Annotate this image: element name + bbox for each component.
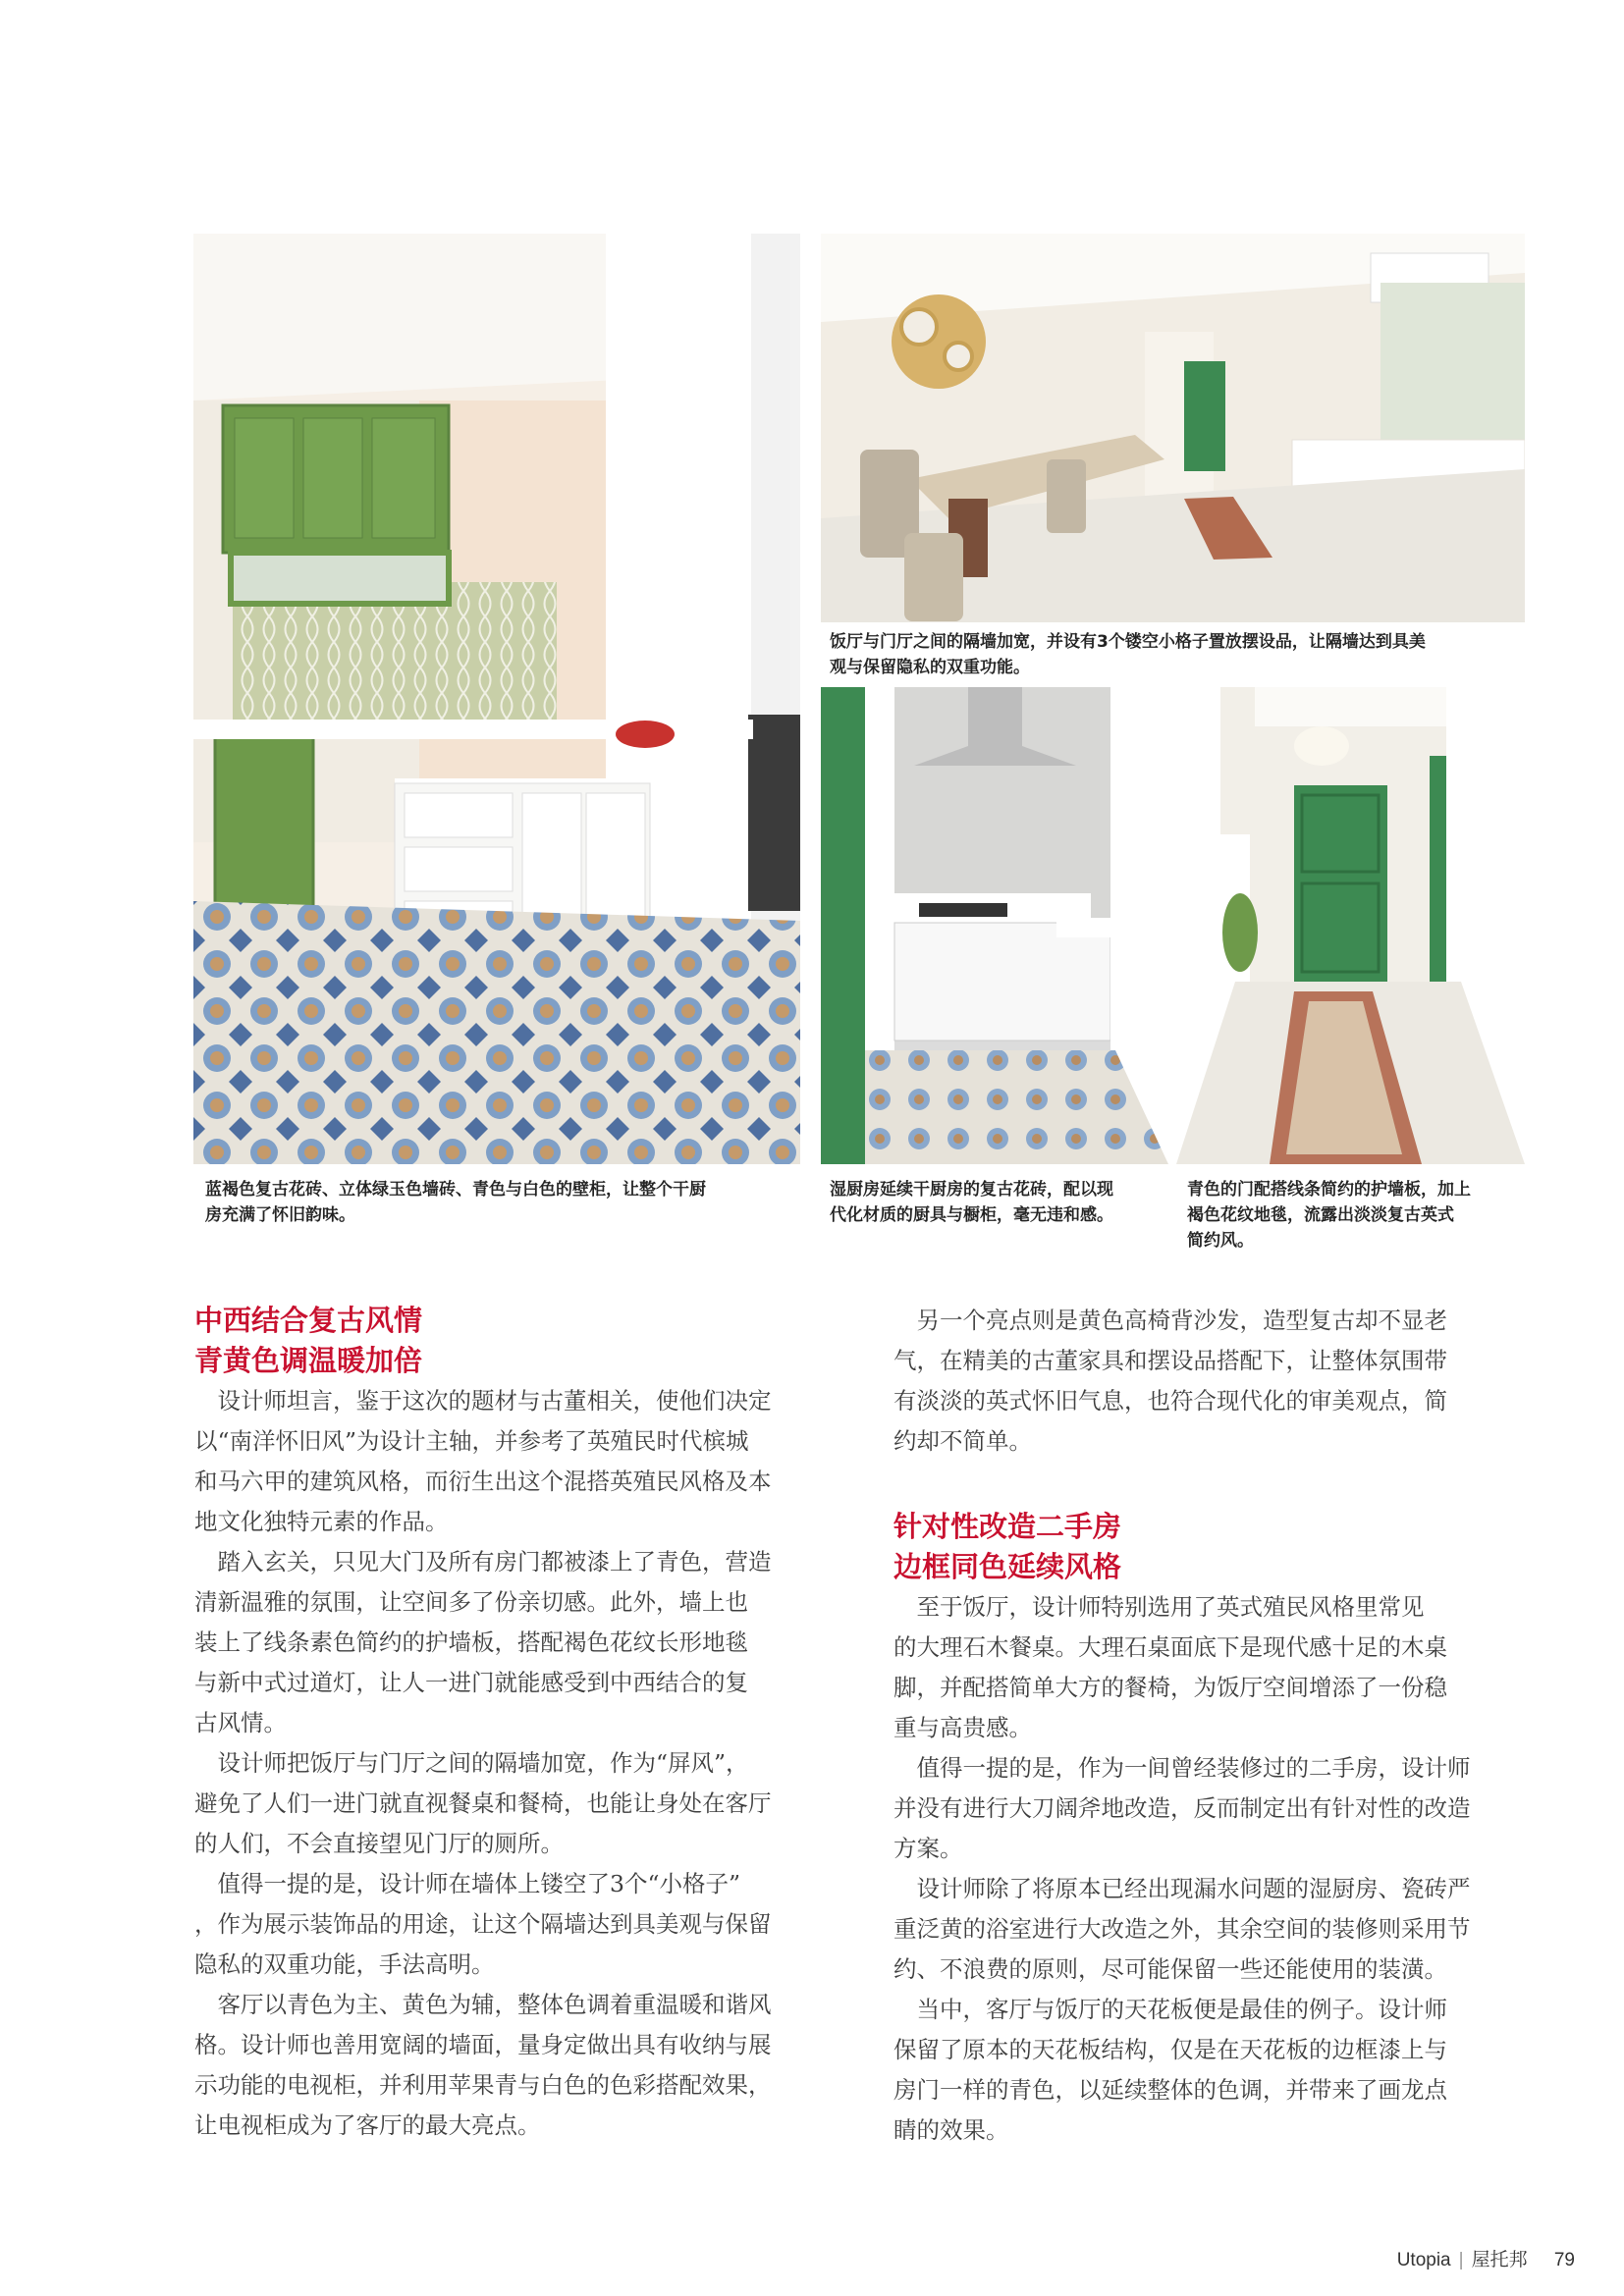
page-number: 79 xyxy=(1553,2250,1575,2270)
text-line: 并没有进行大刀阔斧地改造，反而制定出有针对性的改造 xyxy=(893,1794,1471,1822)
kitchen-caption xyxy=(205,1177,794,1228)
dining-caption xyxy=(830,629,1517,680)
text-line: 约、不浪费的原则，尽可能保留一些还能使用的装潢。 xyxy=(893,1955,1447,1983)
caption-line: 湿厨房延续干厨房的复古花砖，配以现 xyxy=(830,1180,1113,1200)
section-title-line1: 中西结合复古风情 xyxy=(194,1304,423,1337)
text-line: 设计师除了将原本已经出现漏水问题的湿厨房、瓷砖严 xyxy=(893,1875,1471,1902)
magazine-brand: Utopia xyxy=(1396,2250,1451,2270)
section-title-line2: 青黄色调温暖加倍 xyxy=(194,1344,423,1377)
paragraph xyxy=(194,1743,807,1864)
paragraph xyxy=(893,1869,1506,1990)
text-line: 设计师把饭厅与门厅之间的隔墙加宽，作为“屏风”， xyxy=(194,1749,749,1777)
caption-line: 简约风。 xyxy=(1187,1231,1254,1251)
caption-line: 蓝褐色复古花砖、立体绿玉色墙砖、青色与白色的壁柜，让整个干厨 xyxy=(205,1180,706,1200)
text-line: 避免了人们一进门就直视餐桌和餐椅，也能让身处在客厅 xyxy=(194,1789,772,1817)
text-line: 让电视柜成为了客厅的最大亮点。 xyxy=(194,2111,541,2139)
text-line: 和马六甲的建筑风格，而衍生出这个混搭英殖民风格及本 xyxy=(194,1468,772,1495)
text-line: 装上了线条素色简约的护墙板，搭配褐色花纹长形地毯 xyxy=(194,1629,748,1656)
text-line: 保留了原本的天花板结构，仅是在天花板的边框漆上与 xyxy=(893,2036,1447,2063)
text-line: 重与高贵感。 xyxy=(893,1714,1032,1741)
text-line: 重泛黄的浴室进行大改造之外，其余空间的装修则采用节 xyxy=(893,1915,1471,1943)
text-line: 设计师坦言，鉴于这次的题材与古董相关，使他们决定 xyxy=(194,1387,772,1415)
text-line: 地文化独特元素的作品。 xyxy=(194,1508,449,1535)
text-line: 古风情。 xyxy=(194,1709,287,1736)
hallway-photo xyxy=(1176,687,1525,1164)
wet-kitchen-caption xyxy=(830,1177,1168,1228)
caption-line: 观与保留隐私的双重功能。 xyxy=(830,658,1030,677)
text-line: 值得一提的是，作为一间曾经装修过的二手房，设计师 xyxy=(893,1754,1471,1782)
text-line: 脚，并配搭简单大方的餐椅，为饭厅空间增添了一份稳 xyxy=(893,1674,1447,1701)
caption-line: 饭厅与门厅之间的隔墙加宽，并设有3个镂空小格子置放摆设品，让隔墙达到具美 xyxy=(830,632,1426,652)
paragraph xyxy=(194,1864,807,1985)
dining-photo xyxy=(821,234,1525,622)
section-title xyxy=(194,1301,807,1381)
paragraph xyxy=(194,1381,807,1542)
text-line: 隐私的双重功能，手法高明。 xyxy=(194,1950,495,1978)
text-line: 睛的效果。 xyxy=(893,2116,1009,2144)
text-line: 约却不简单。 xyxy=(893,1427,1032,1455)
text-line: 清新温雅的氛围，让空间多了份亲切感。此外，墙上也 xyxy=(194,1588,748,1616)
text-line: 客厅以青色为主、黄色为辅，整体色调着重温暖和谐风 xyxy=(194,1991,772,2018)
text-line: 至于饭厅，设计师特别选用了英式殖民风格里常见 xyxy=(893,1593,1425,1621)
paragraph xyxy=(893,1587,1506,1748)
text-line: ，作为展示装饰品的用途，让这个隔墙达到具美观与保留 xyxy=(194,1910,772,1938)
caption-line: 代化材质的厨具与橱柜，毫无违和感。 xyxy=(830,1205,1113,1225)
caption-line: 青色的门配搭线条简约的护墙板，加上 xyxy=(1187,1180,1471,1200)
paragraph xyxy=(893,1990,1506,2151)
paragraph xyxy=(194,1542,807,1743)
text-line: 气，在精美的古董家具和摆设品搭配下，让整体氛围带 xyxy=(893,1347,1447,1374)
caption-line: 房充满了怀旧韵味。 xyxy=(205,1205,355,1225)
text-line: 格。设计师也善用宽阔的墙面，量身定做出具有收纳与展 xyxy=(194,2031,772,2058)
text-line: 与新中式过道灯，让人一进门就能感受到中西结合的复 xyxy=(194,1669,748,1696)
page-footer xyxy=(1397,2245,1575,2271)
kitchen-photo xyxy=(193,234,800,1164)
hallway-caption xyxy=(1187,1177,1526,1254)
text-line: 值得一提的是，设计师在墙体上镂空了3个“小格子” xyxy=(194,1870,740,1897)
text-line: 的大理石木餐桌。大理石桌面底下是现代感十足的木桌 xyxy=(893,1633,1447,1661)
text-line: 有淡淡的英式怀旧气息，也符合现代化的审美观点，简 xyxy=(893,1387,1447,1415)
left-column xyxy=(194,1301,807,2146)
text-line: 房门一样的青色，以延续整体的色调，并带来了画龙点 xyxy=(893,2076,1447,2104)
right-column-bottom xyxy=(893,1507,1506,2151)
paragraph xyxy=(194,1985,807,2146)
text-line: 踏入玄关，只见大门及所有房门都被漆上了青色，营造 xyxy=(194,1548,772,1575)
section-title xyxy=(893,1507,1506,1587)
footer-divider: | xyxy=(1458,2250,1464,2270)
text-line: 另一个亮点则是黄色高椅背沙发，造型复古却不显老 xyxy=(893,1307,1447,1334)
section-title-line2: 边框同色延续风格 xyxy=(893,1550,1122,1583)
wet-kitchen-photo xyxy=(821,687,1168,1164)
text-line: 以“南洋怀旧风”为设计主轴，并参考了英殖民时代槟城 xyxy=(194,1427,749,1455)
text-line: 当中，客厅与饭厅的天花板便是最佳的例子。设计师 xyxy=(893,1996,1447,2023)
section-title-line1: 针对性改造二手房 xyxy=(893,1510,1122,1543)
caption-line: 褐色花纹地毯，流露出淡淡复古英式 xyxy=(1187,1205,1454,1225)
magazine-brand-cn: 屋托邦 xyxy=(1471,2250,1528,2270)
right-column-top xyxy=(893,1301,1506,1462)
paragraph xyxy=(893,1748,1506,1869)
text-line: 方案。 xyxy=(893,1835,963,1862)
text-line: 示功能的电视柜，并利用苹果青与白色的色彩搭配效果， xyxy=(194,2071,772,2099)
paragraph xyxy=(893,1301,1506,1462)
text-line: 的人们，不会直接望见门厅的厕所。 xyxy=(194,1830,564,1857)
